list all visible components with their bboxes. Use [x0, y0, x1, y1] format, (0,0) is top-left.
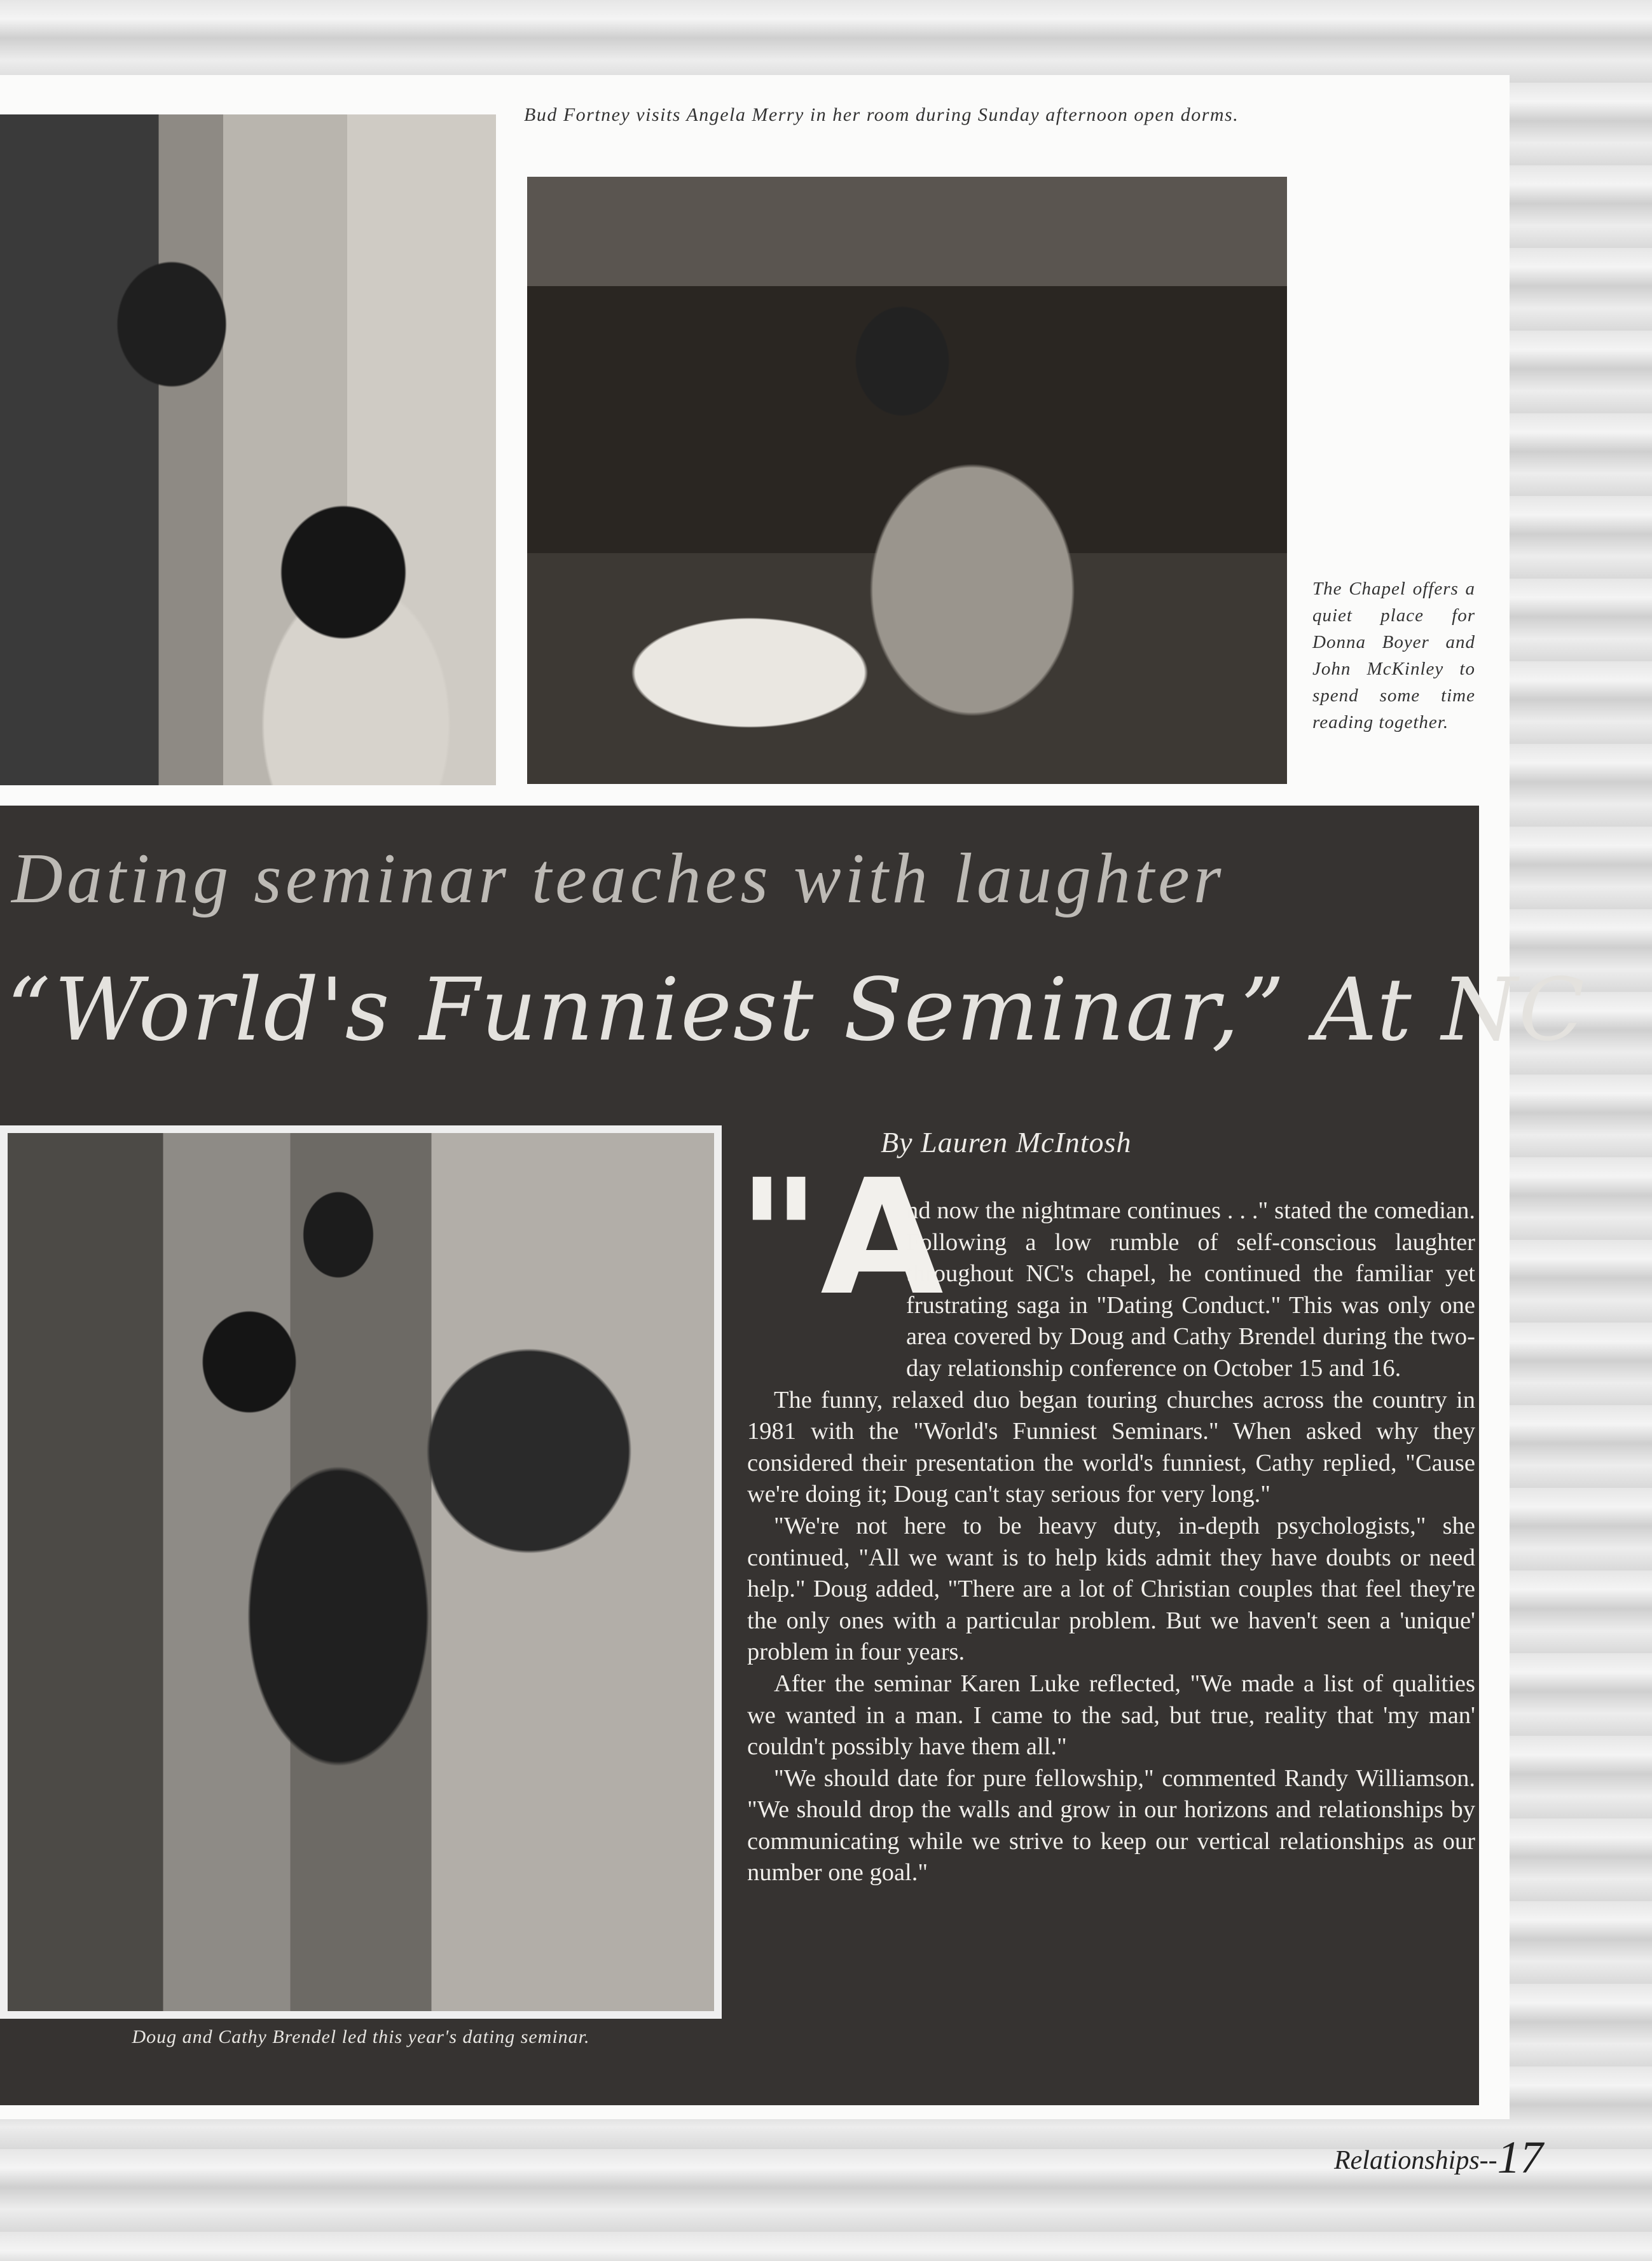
- article-paragraph: The funny, relaxed duo began touring churches across the country in 1981 with the "World's Funniest Seminars." When asked why they considered their presentation the world's funniest, Cathy replied, "Cause we're doing it; Doug can't stay serious for very long.": [747, 1386, 1475, 1508]
- article-paragraph: nd now the nightmare continues . . ." stated the comedian. Following a low rumble of self-conscious laughter throughout NC's chapel, he continued the familiar yet frustrating saga in "Dating Conduct." This was only one area covered by Doug and Cathy Brendel during the two-day relationship conference on October 15 and 16.: [906, 1197, 1475, 1382]
- headline-title: “World's Funniest Seminar,” At NC: [6, 960, 1587, 1061]
- article-paragraph: "We're not here to be heavy duty, in-depth psychologists," she continued, "All we want is to help kids admit they have doubts or need help." Doug added, "There are a lot of Christian couples that feel they're the only ones with a particular problem. But we haven't seen a 'unique' problem in four years.: [747, 1512, 1475, 1666]
- caption-seminar: Doug and Cathy Brendel led this year's dating seminar.: [132, 2026, 590, 2047]
- article-byline: By Lauren McIntosh: [881, 1126, 1132, 1158]
- page-number: 17: [1497, 2132, 1543, 2183]
- photo-seminar-frame: [0, 1125, 722, 2019]
- page-folio: [1334, 2131, 1543, 2184]
- photo-chapel-reading: [527, 177, 1287, 784]
- photo-open-dorms: [0, 114, 496, 785]
- photo-seminar: [8, 1133, 714, 2011]
- article-paragraph: After the seminar Karen Luke reflected, "We made a list of qualities we wanted in a man. I came to the sad, but true, reality that 'my man' couldn't possibly have them all.": [747, 1670, 1475, 1761]
- headline-kicker: Dating seminar teaches with laughter: [11, 839, 1225, 918]
- article-paragraph: "We should date for pure fellowship," commented Randy Williamson. "We should drop the walls and grow in our horizons and relationships by communicating while we strive to keep our vertical relationships as our number one goal.": [747, 1764, 1475, 1886]
- drop-cap: "A: [738, 1145, 944, 1330]
- article-body: [747, 1195, 1475, 1889]
- caption-open-dorms: Bud Fortney visits Angela Merry in her room during Sunday afternoon open dorms.: [524, 104, 1239, 125]
- caption-chapel: The Chapel offers a quiet place for Donna Boyer and John McKinley to spend some time reading together.: [1312, 579, 1475, 732]
- folio-section: Relationships--: [1334, 2146, 1497, 2175]
